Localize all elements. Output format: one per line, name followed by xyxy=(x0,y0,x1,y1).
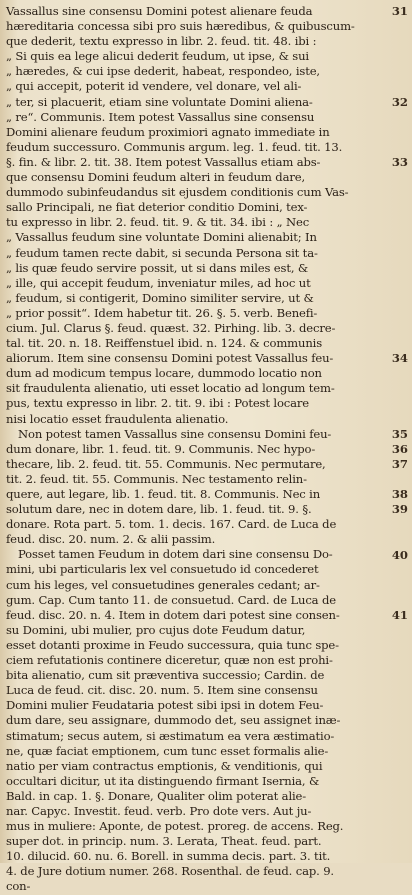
text-line: aliorum. Item sine consensu Domini potest Vassallus feu- xyxy=(6,351,334,366)
text-line: „ feudum tamen recte dabit, si secunda Persona sit ta- xyxy=(6,245,318,260)
text-line: „ hæredes, & cui ipse dederit, habeat, respondeo, iste, xyxy=(6,64,320,79)
text-line: Posset tamen Feudum in dotem dari sine consensu Do- xyxy=(18,547,333,562)
text-line: mini, ubi particularis lex vel consuetudo id concederet xyxy=(6,562,319,577)
margin-paragraph-number: 40 xyxy=(391,547,408,562)
text-line: ciem refutationis continere diceretur, quæ non est prohi- xyxy=(6,653,333,668)
text-line: Vassallus sine consensu Domini potest alienare feuda xyxy=(6,4,313,18)
text-line: natio per viam contractus emptionis, & venditionis, qui xyxy=(6,758,323,773)
margin-paragraph-number: 37 xyxy=(391,457,408,471)
text-line: esset dotanti proxime in Feudo successura, quia tunc spe- xyxy=(6,637,339,652)
text-line: sit fraudulenta alienatio, uti esset locatio ad longum tem- xyxy=(6,381,335,396)
text-line: thecare, lib. 2. feud. tit. 55. Communis. Nec permutare, xyxy=(6,456,326,471)
text-line: 4. de Jure dotium numer. 268. Rosenthal. de feud. cap. 9. xyxy=(6,864,334,879)
text-line: nisi locatio esset fraudulenta alienatio. xyxy=(6,411,229,426)
text-line: tu expresso in libr. 2. feud. tit. 9. & tit. 34. ibi : „ Nec xyxy=(6,215,310,230)
text-line: Luca de feud. cit. disc. 20. num. 5. Item sine consensu xyxy=(6,683,318,698)
text-line: cium. Jul. Clarus §. feud. quæst. 32. Pirhing. lib. 3. decre- xyxy=(6,320,336,335)
text-line: tit. 2. feud. tit. 55. Communis. Nec testamento relin- xyxy=(6,471,307,486)
text-line: tal. tit. 20. n. 18. Reiffenstuel ibid. n. 124. & communis xyxy=(6,336,322,351)
text-line: „ feudum, si contigerit, Domino similiter servire, ut & xyxy=(6,290,314,305)
text-line: feudum successuro. Communis argum. leg. 1. feud. tit. 13. xyxy=(6,139,343,154)
margin-paragraph-number: 41 xyxy=(391,608,408,622)
margin-paragraph-number: 39 xyxy=(391,502,408,517)
text-line: que dederit, textu expresso in libr. 2. feud. tit. 48. ibi : xyxy=(6,34,317,49)
text-line: dum donare, libr. 1. feud. tit. 9. Communis. Nec hypo- xyxy=(6,441,316,456)
text-line: feud. disc. 20. num. 2. & alii passim. xyxy=(6,532,216,547)
text-line: „ prior possit“. Idem habetur tit. 26. §. 5. verb. Benefi- xyxy=(6,305,318,320)
text-line: §. fin. & libr. 2. tit. 38. Item potest Vassallus etiam abs- xyxy=(6,154,321,169)
text-line: „ Si quis ea lege alicui dederit feudum, ut ipse, & sui xyxy=(6,49,309,64)
text-line: Bald. in cap. 1. §. Donare, Qualiter olim poterat alie- xyxy=(6,788,307,803)
text-line: gum. Cap. Cum tanto 11. de consuetud. Card. de Luca de xyxy=(6,592,336,607)
text-line: „ Vassallus feudum sine voluntate Domini alienabit; In xyxy=(6,230,317,245)
text-line: „ lis quæ feudo servire possit, ut si dans miles est, & xyxy=(6,260,309,275)
text-line: dum dare, seu assignare, dummodo det, seu assignet inæ- xyxy=(6,713,341,728)
margin-paragraph-number: 33 xyxy=(391,155,408,169)
text-line: dum ad modicum tempus locare, dummodo locatio non xyxy=(6,366,322,381)
text-line: occultari dicitur, ut ita distinguendo firmant Isernia, & xyxy=(6,773,320,788)
text-line: donare. Rota part. 5. tom. 1. decis. 167. Card. de Luca de xyxy=(6,517,337,532)
text-line: mus in muliere: Aponte, de potest. proreg. de accens. Reg. xyxy=(6,819,344,834)
text-line: feud. disc. 20. n. 4. Item in dotem dari potest sine consen- xyxy=(6,607,340,622)
text-line: cum his leges, vel consuetudines generales cedant; ar- xyxy=(6,577,320,592)
margin-paragraph-number: 35 xyxy=(391,426,408,441)
text-line: sallo Principali, ne fiat deterior conditio Domini, tex- xyxy=(6,200,308,215)
margin-paragraph-number: 36 xyxy=(391,441,408,456)
margin-paragraph-number: 38 xyxy=(391,487,408,502)
margin-paragraph-number: 32 xyxy=(391,94,408,109)
text-line: su Domini, ubi mulier, pro cujus dote Feudum datur, xyxy=(6,622,306,637)
text-line: „ qui accepit, poterit id vendere, vel donare, vel ali- xyxy=(6,79,302,94)
text-line: „ ille, qui accepit feudum, inveniatur miles, ad hoc ut xyxy=(6,275,311,290)
margin-paragraph-number: 34 xyxy=(391,351,408,366)
text-line: con- xyxy=(6,879,31,894)
text-line: bita alienatio, cum sit præventiva successio; Cardin. de xyxy=(6,668,325,683)
text-line: 10. dilucid. 60. nu. 6. Borell. in summa decis. part. 3. tit. xyxy=(6,849,331,864)
text-line: pus, textu expresso in libr. 2. tit. 9. ibi : Potest locare xyxy=(6,396,309,411)
text-line: super dot. in princip. num. 3. Lerata, Theat. feud. part. xyxy=(6,834,322,849)
text-line: solutum dare, nec in dotem dare, lib. 1. feud. tit. 9. §. xyxy=(6,502,312,517)
text-line: nar. Capyc. Investit. feud. verb. Pro dote vers. Aut ju- xyxy=(6,803,312,818)
text-line: „ ter, si placuerit, etiam sine voluntate Domini aliena- xyxy=(6,94,313,109)
text-line: Domini mulier Feudataria potest sibi ipsi in dotem Feu- xyxy=(6,698,324,713)
text-line: „ re“. Communis. Item potest Vassallus sine consensu xyxy=(6,109,315,124)
text-line: dummodo subinfeudandus sit ejusdem conditionis cum Vas- xyxy=(6,185,349,200)
text-line: hæreditaria concessa sibi pro suis hæredibus, & quibuscum- xyxy=(6,19,355,34)
text-line: quere, aut legare, lib. 1. feud. tit. 8. Communis. Nec in xyxy=(6,487,321,501)
margin-paragraph-number: 31 xyxy=(391,4,408,18)
text-line: ne, quæ faciat emptionem, cum tunc esset formalis alie- xyxy=(6,743,329,758)
text-line: que consensu Domini feudum alteri in feudum dare, xyxy=(6,170,305,185)
text-column xyxy=(6,4,384,895)
text-line: Non potest tamen Vassallus sine consensu Domini feu- xyxy=(18,426,332,441)
text-line: Domini alienare feudum proximiori agnato immediate in xyxy=(6,124,330,139)
text-line: stimatum; secus autem, si æstimatum ea vera æstimatio- xyxy=(6,728,335,743)
